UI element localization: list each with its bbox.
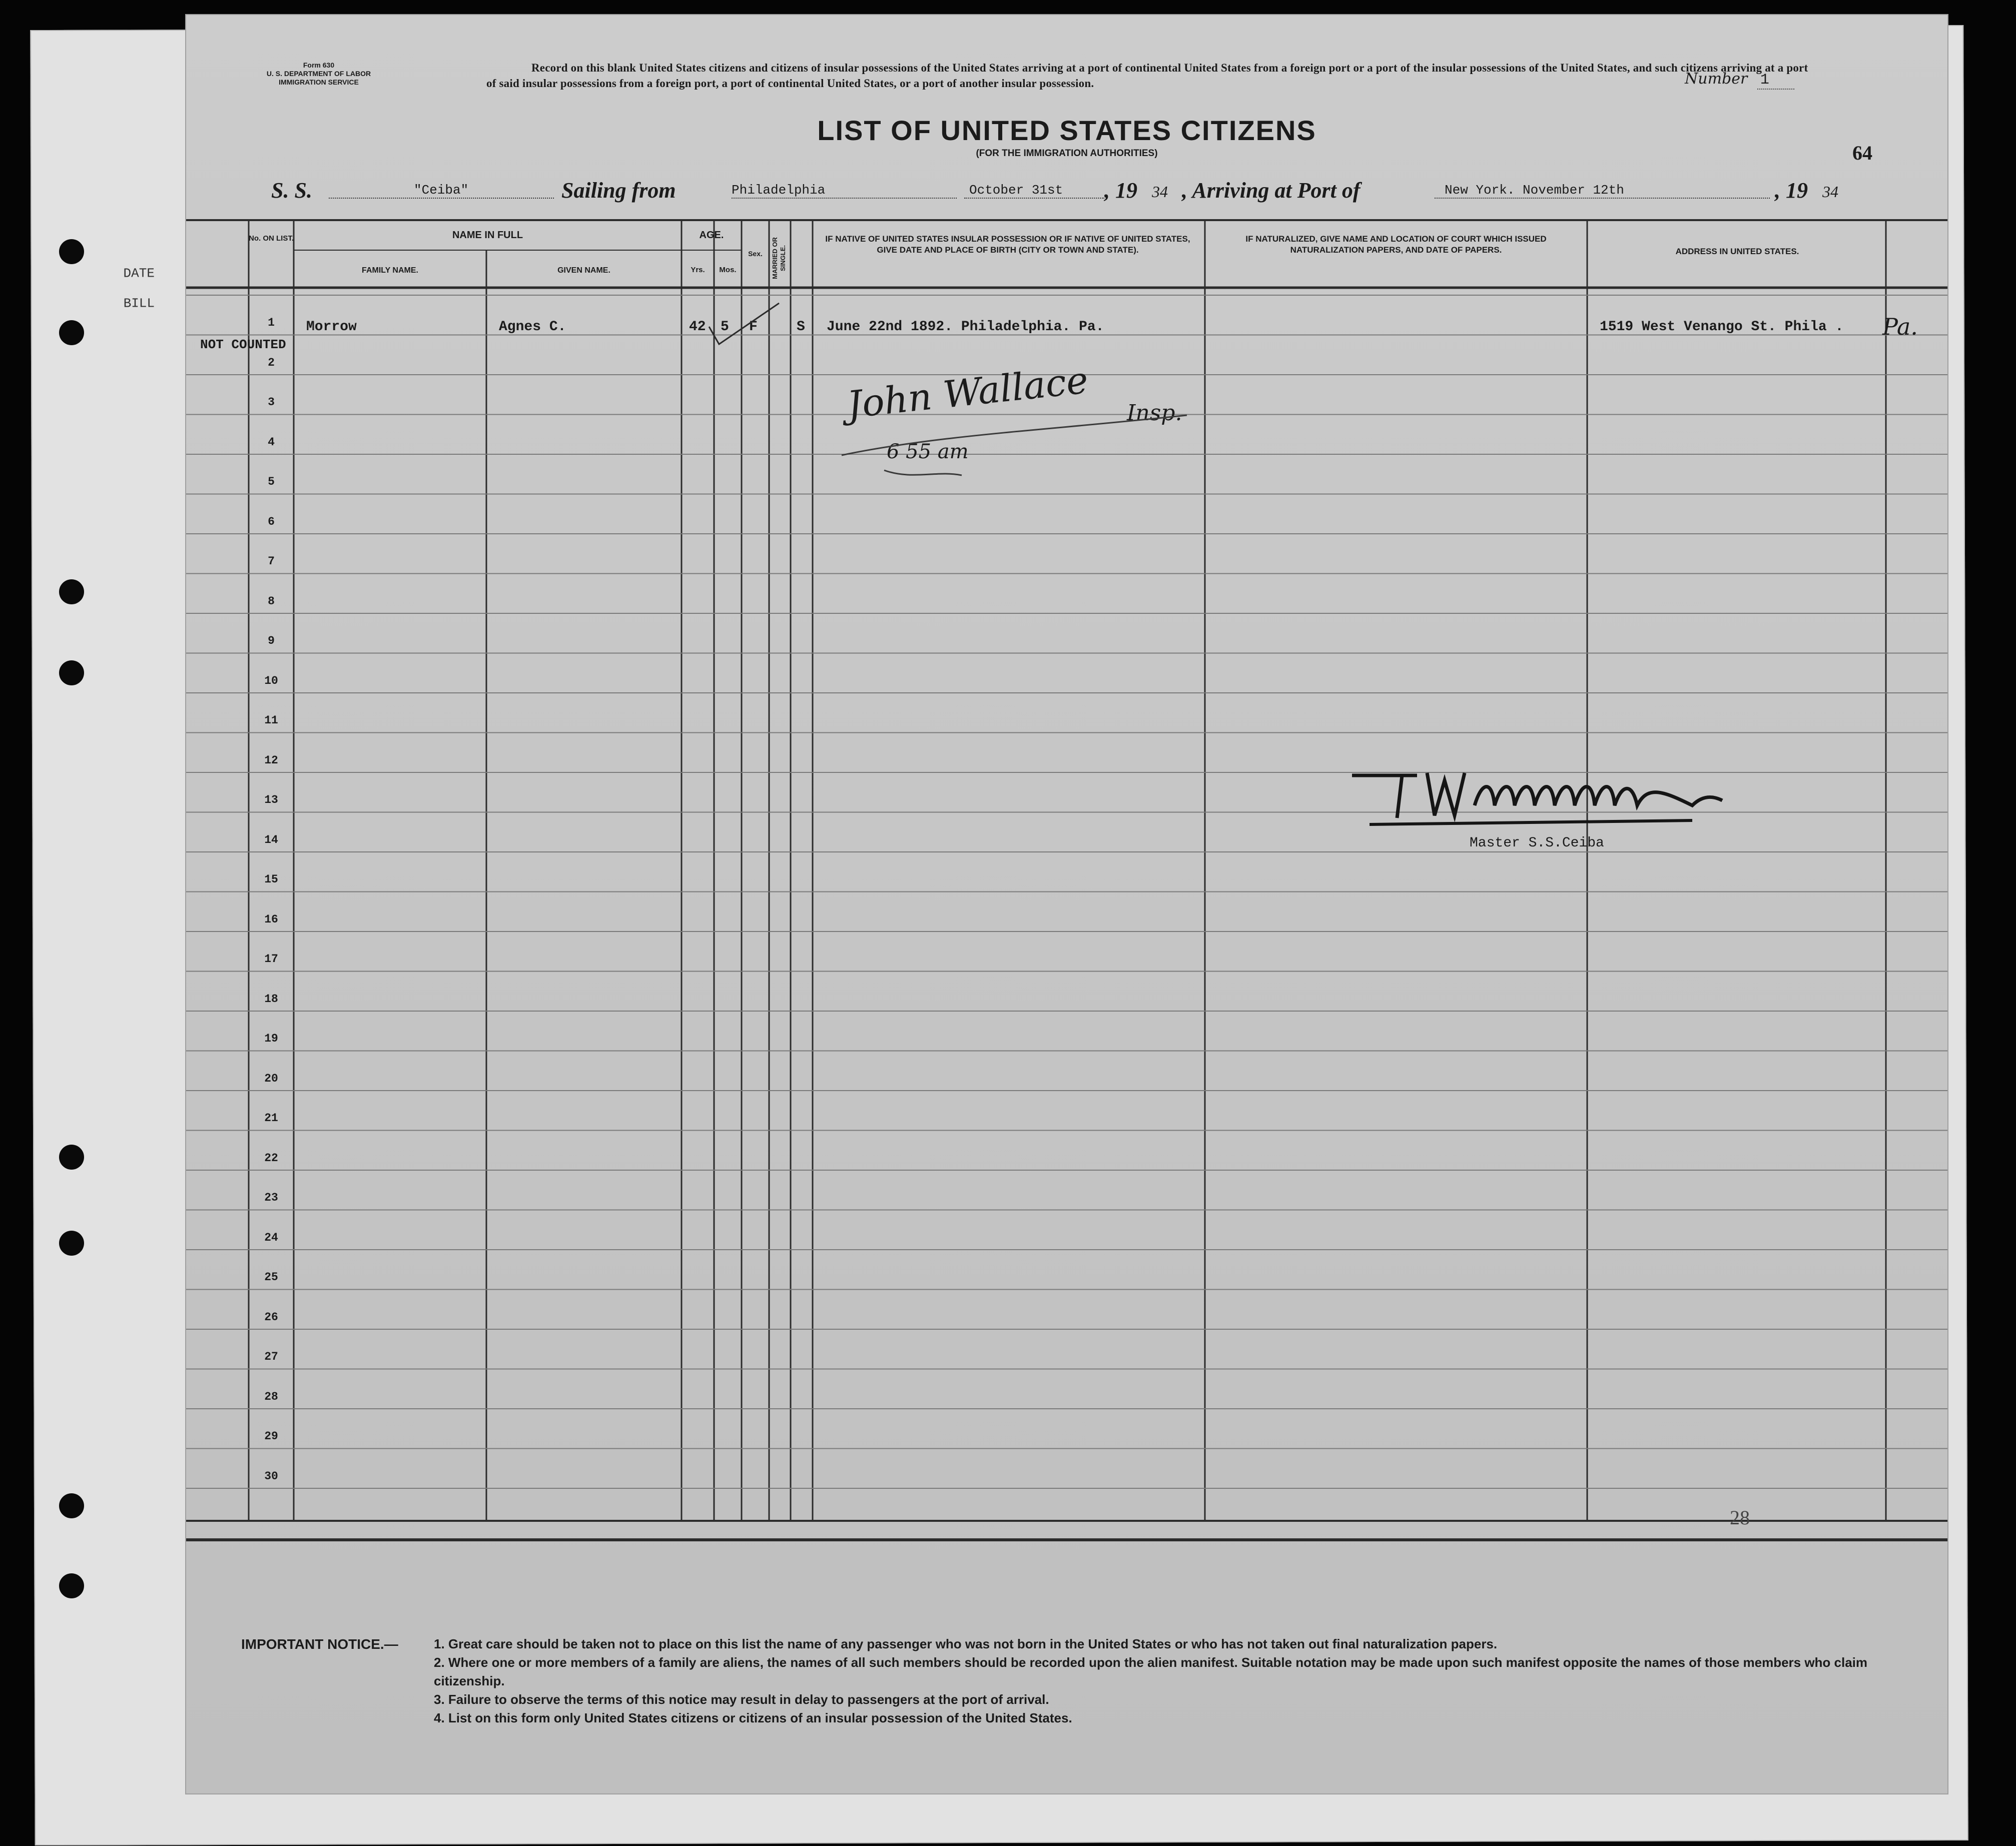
arrival-year-suffix: 34 <box>1822 183 1838 201</box>
sailing-line <box>271 178 1902 208</box>
arrival-port-date-field: New York. November 12th <box>1435 183 1770 199</box>
row-number: 18 <box>264 992 278 1006</box>
page-count-mark: 28 <box>1730 1506 1750 1529</box>
bill-label: BILL <box>123 296 155 311</box>
inspector-signature: John Wallace <box>845 358 1090 427</box>
age-months-cell: 5 <box>721 319 729 335</box>
sailing-from-label: Sailing from <box>561 178 676 203</box>
birth-info-cell: June 22nd 1892. Philadelphia. Pa. <box>827 319 1104 335</box>
arrival-year-prefix: , 19 <box>1775 178 1808 203</box>
header-given-name: GIVEN NAME. <box>557 266 610 275</box>
notice-item: 1. Great care should be taken not to place on this list the name of any passenger who was not born in the United States or who has not taken out final naturalization papers. <box>434 1636 1498 1651</box>
header-name-in-full: NAME IN FULL <box>452 230 523 241</box>
row-number: 28 <box>264 1390 278 1403</box>
punch-hole <box>59 1573 84 1598</box>
header-no-on-list: No. ON LIST. <box>249 234 294 243</box>
row-number: 5 <box>268 475 275 488</box>
inspection-time: 6 55 am <box>887 440 969 463</box>
notice-item: 4. List on this form only United States citizens or citizens of an insular possession of the United States. <box>434 1710 1072 1725</box>
row-number: 2 <box>268 356 275 369</box>
row-number: 3 <box>268 396 275 409</box>
instructions-text: Record on this blank United States citizens and citizens of insular possessions of the United States arriving at a port of continental United States from a foreign port or a port of the insular possessions of the United States, and such citizens arriving at a port of said insular possessions from a foreign port, a port of continental United States, or a port of another insular possession. <box>486 62 1808 90</box>
row-number: 14 <box>264 833 278 846</box>
row-number: 15 <box>264 873 278 886</box>
header-age: AGE. <box>699 230 724 241</box>
row-number: 21 <box>264 1112 278 1125</box>
check-mark <box>704 299 784 354</box>
header-age-yrs: Yrs. <box>691 266 705 274</box>
master-caption: Master S.S.Ceiba <box>1470 835 1604 851</box>
address-state-handwritten: Pa. <box>1882 313 1918 340</box>
header-sex: Sex. <box>748 250 763 258</box>
row-number: 23 <box>264 1191 278 1204</box>
row-number: 30 <box>264 1469 278 1483</box>
row-number: 27 <box>264 1350 278 1363</box>
punch-hole <box>59 660 84 685</box>
service-name: IMMIGRATION SERVICE <box>279 78 359 86</box>
header-married-or-single: MARRIED OR SINGLE. <box>771 237 787 279</box>
row-number: 6 <box>268 515 275 528</box>
row-number: 1 <box>268 316 275 329</box>
notice-item: 3. Failure to observe the terms of this notice may result in delay to passengers at the port of arrival. <box>434 1692 1049 1707</box>
row-number: 9 <box>268 634 275 647</box>
header-age-mos: Mos. <box>719 266 737 274</box>
form-number: Form 630 <box>303 61 335 69</box>
row-number: 13 <box>264 793 278 806</box>
list-number-value: 1 <box>1757 72 1794 90</box>
ship-name-field: "Ceiba" <box>329 183 554 199</box>
inspector-underline <box>837 395 1197 485</box>
ss-label: S. S. <box>271 178 312 203</box>
punch-hole <box>59 1231 84 1256</box>
row-number: 8 <box>268 594 275 608</box>
given-name-cell: Agnes C. <box>499 319 566 335</box>
header-address: ADDRESS IN UNITED STATES. <box>1675 247 1799 256</box>
form-grid <box>186 15 1947 1793</box>
arriving-label: , Arriving at Port of <box>1182 178 1361 203</box>
sailing-date-field: October 31st <box>964 183 1104 199</box>
manifest-form-page <box>185 14 1948 1794</box>
row-number: 12 <box>264 753 278 767</box>
row-status-annotation: NOT COUNTED <box>200 337 286 352</box>
notice-item: 2. Where one or more members of a family are aliens, the names of all such members should be recorded upon the alien manifest. Suitable notation may be made upon such manifest opposite the names of those members who claim citizenship. <box>434 1655 1868 1688</box>
header-birth-info: IF NATIVE OF UNITED STATES INSULAR POSSESSION OR IF NATIVE OF UNITED STATES, GIVE DATE AND PLACE OF BIRTH (CITY OR TOWN AND STATE). <box>825 234 1190 255</box>
list-number-label: Number 1 <box>1685 70 1794 89</box>
header-naturalization: IF NATURALIZED, GIVE NAME AND LOCATION OF COURT WHICH ISSUED NATURALIZATION PAPERS, AND DATE OF PAPERS. <box>1245 234 1547 255</box>
row-number: 22 <box>264 1151 278 1165</box>
notice-items <box>434 1635 1915 1727</box>
age-years-cell: 42 <box>689 319 706 335</box>
row-number: 24 <box>264 1231 278 1244</box>
row-number: 29 <box>264 1430 278 1443</box>
sailing-year-prefix: , 19 <box>1104 178 1137 203</box>
header-family-name: FAMILY NAME. <box>362 266 418 275</box>
sex-cell: F <box>749 319 758 335</box>
row-number: 7 <box>268 555 275 568</box>
inspector-title: Insp. <box>1127 400 1182 426</box>
marital-status-cell: S <box>797 319 805 335</box>
row-number: 25 <box>264 1271 278 1284</box>
row-number: 20 <box>264 1072 278 1085</box>
family-name-cell: Morrow <box>306 319 357 335</box>
sailing-port-field: Philadelphia <box>732 183 957 199</box>
row-number: 16 <box>264 912 278 926</box>
page-number-stamp: 64 <box>1852 142 1872 164</box>
row-number: 4 <box>268 435 275 449</box>
form-issuer <box>254 61 384 87</box>
punch-hole <box>59 1493 84 1518</box>
page-title: LIST OF UNITED STATES CITIZENS <box>817 115 1316 146</box>
row-number: 11 <box>264 714 278 727</box>
master-signature <box>1342 760 1742 830</box>
row-number: 19 <box>264 1032 278 1045</box>
punch-hole <box>59 239 84 264</box>
row-number: 26 <box>264 1310 278 1324</box>
punch-hole <box>59 1145 84 1170</box>
row-number: 17 <box>264 953 278 966</box>
department-name: U. S. DEPARTMENT OF LABOR <box>266 70 371 78</box>
row-number: 10 <box>264 674 278 687</box>
date-label: DATE <box>123 266 155 281</box>
notice-heading: IMPORTANT NOTICE.— <box>241 1636 398 1652</box>
address-cell: 1519 West Venango St. Phila . <box>1600 319 1844 335</box>
punch-hole <box>59 320 84 345</box>
page-subtitle: (FOR THE IMMIGRATION AUTHORITIES) <box>976 148 1158 159</box>
sailing-year-suffix: 34 <box>1152 183 1168 201</box>
punch-hole <box>59 579 84 604</box>
